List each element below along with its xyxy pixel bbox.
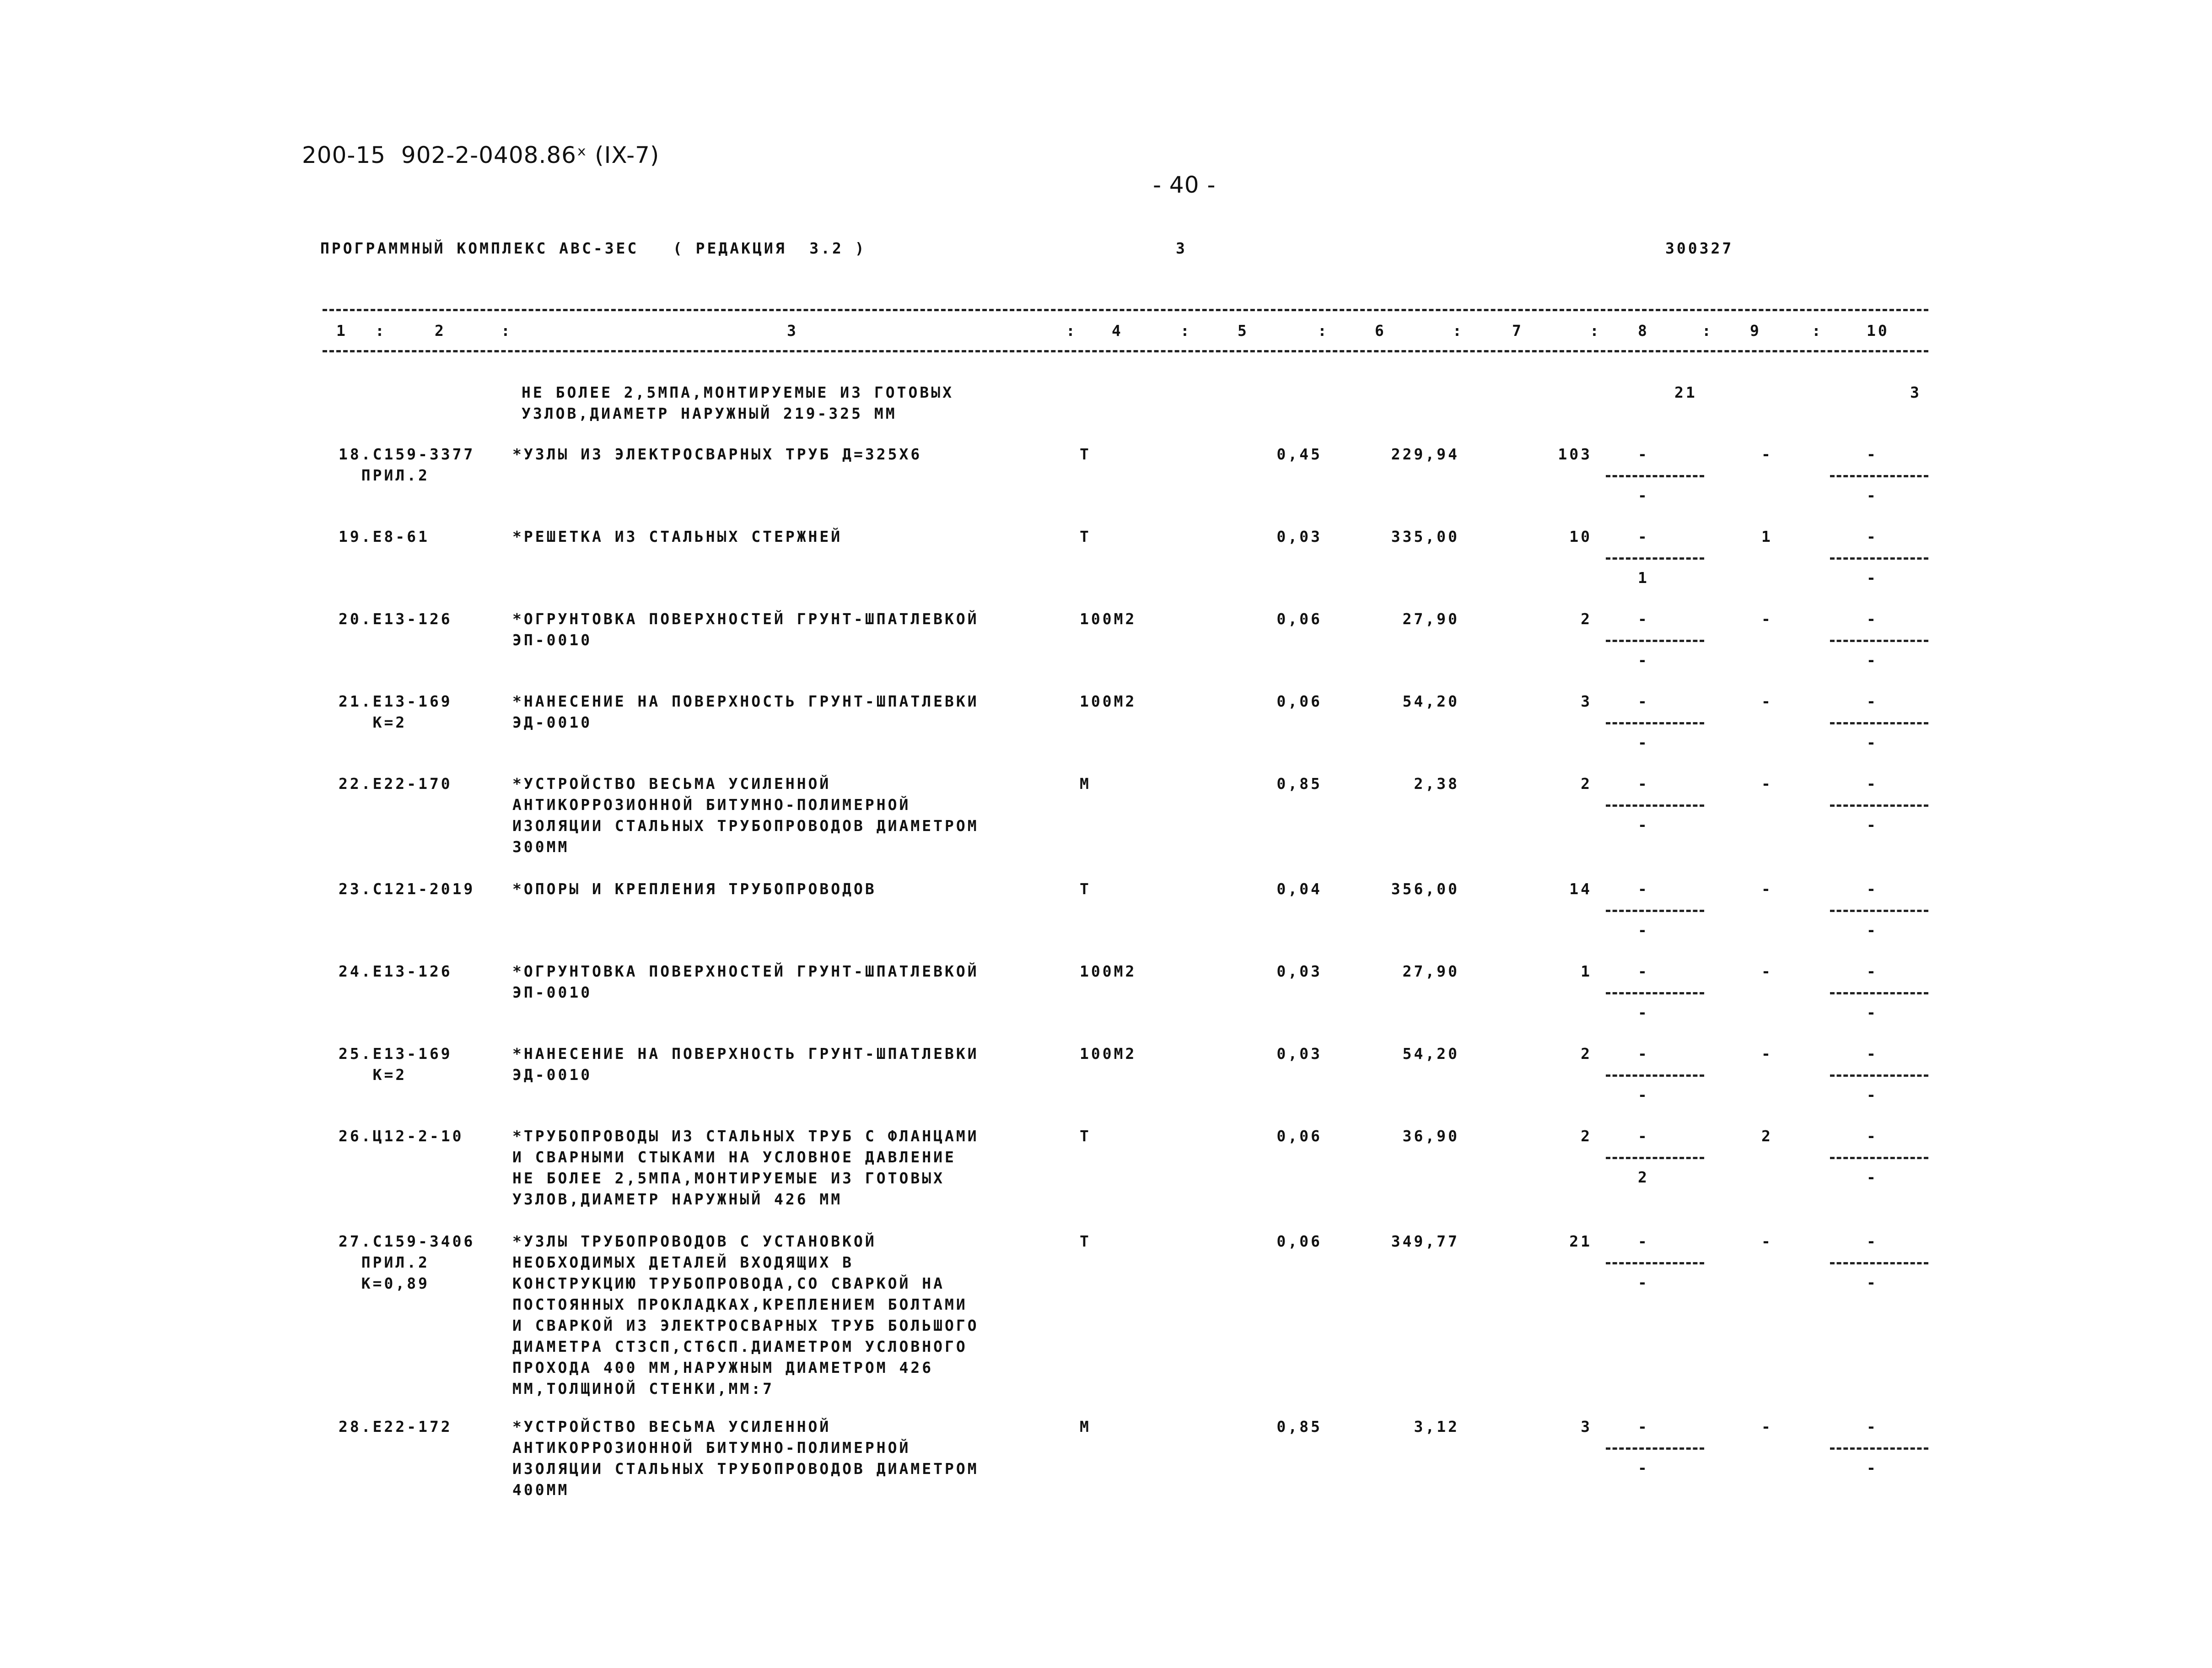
col10-fraction-line <box>1830 1262 1928 1264</box>
col10-bottom: - <box>1867 734 1878 751</box>
item-code: 23.С121-2019 <box>339 880 475 898</box>
col9-value: - <box>1761 692 1773 710</box>
column-separator: : <box>1812 322 1823 340</box>
col8-fraction-line <box>1606 804 1704 807</box>
col9-value: - <box>1761 775 1773 793</box>
col8-fraction-line <box>1606 557 1704 560</box>
item-quantity: 0,06 <box>1276 610 1322 628</box>
column-header: 2 <box>435 322 446 340</box>
col10-fraction-line <box>1830 1157 1928 1159</box>
col8-top: - <box>1638 1045 1649 1063</box>
item-quantity: 0,06 <box>1276 1127 1322 1145</box>
column-separator: : <box>1066 322 1077 340</box>
item-total: 14 <box>1569 880 1592 898</box>
column-header: 7 <box>1512 322 1523 340</box>
item-description: *НАНЕСЕНИЕ НА ПОВЕРХНОСТЬ ГРУНТ-ШПАТЛЕВКИ ЭД-0010 <box>512 1045 979 1084</box>
col8-fraction-line <box>1606 910 1704 912</box>
item-price: 349,77 <box>1391 1232 1459 1250</box>
column-separator: : <box>1453 322 1464 340</box>
continuation-col10: 3 <box>1910 383 1921 401</box>
col8-fraction-line <box>1606 992 1704 994</box>
column-separator: : <box>375 322 387 340</box>
item-quantity: 0,03 <box>1276 962 1322 980</box>
item-unit: 100М2 <box>1080 692 1137 710</box>
col10-top: - <box>1867 962 1878 980</box>
item-total: 21 <box>1569 1232 1592 1250</box>
col10-bottom: - <box>1867 816 1878 834</box>
col8-top: - <box>1638 692 1649 710</box>
item-description: *НАНЕСЕНИЕ НА ПОВЕРХНОСТЬ ГРУНТ-ШПАТЛЕВКИ ЭД-0010 <box>512 692 979 731</box>
column-header: 9 <box>1750 322 1761 340</box>
column-separator: : <box>1702 322 1713 340</box>
col10-fraction-line <box>1830 1074 1928 1077</box>
item-code: 20.Е13-126 <box>339 610 452 628</box>
column-header: 6 <box>1375 322 1386 340</box>
col9-value: - <box>1761 962 1773 980</box>
col10-top: - <box>1867 610 1878 628</box>
col9-value: - <box>1761 880 1773 898</box>
item-unit: М <box>1080 1418 1091 1436</box>
item-quantity: 0,03 <box>1276 528 1322 545</box>
header-rule-top <box>323 309 1928 311</box>
item-price: 356,00 <box>1391 880 1459 898</box>
col10-bottom: - <box>1867 1168 1878 1186</box>
item-price: 36,90 <box>1402 1127 1459 1145</box>
column-separator: : <box>1180 322 1192 340</box>
col8-top: - <box>1638 528 1649 545</box>
item-price: 27,90 <box>1402 962 1459 980</box>
column-header: 5 <box>1238 322 1249 340</box>
col8-bottom: 2 <box>1638 1168 1649 1186</box>
item-total: 1 <box>1581 962 1592 980</box>
program-section: 3 <box>1176 239 1187 257</box>
item-quantity: 0,85 <box>1276 775 1322 793</box>
item-description: *РЕШЕТКА ИЗ СТАЛЬНЫХ СТЕРЖНЕЙ <box>512 528 843 545</box>
col8-fraction-line <box>1606 1447 1704 1450</box>
item-quantity: 0,45 <box>1276 445 1322 463</box>
item-total: 10 <box>1569 528 1592 545</box>
item-unit: Т <box>1080 1232 1091 1250</box>
col8-fraction-line <box>1606 1157 1704 1159</box>
col8-fraction-line <box>1606 1262 1704 1264</box>
program-code: 300327 <box>1665 239 1734 257</box>
item-code: 24.Е13-126 <box>339 962 452 980</box>
item-price: 335,00 <box>1391 528 1459 545</box>
item-code: 21.Е13-169 К=2 <box>339 692 452 731</box>
col8-bottom: - <box>1638 1274 1649 1291</box>
col9-value: - <box>1761 1232 1773 1250</box>
item-price: 2,38 <box>1414 775 1459 793</box>
continuation-col8: 21 <box>1674 383 1697 401</box>
item-total: 2 <box>1581 1045 1592 1063</box>
col8-top: - <box>1638 880 1649 898</box>
item-total: 2 <box>1581 1127 1592 1145</box>
item-quantity: 0,06 <box>1276 692 1322 710</box>
col8-top: - <box>1638 1418 1649 1436</box>
item-total: 2 <box>1581 610 1592 628</box>
col10-bottom: - <box>1867 921 1878 939</box>
column-separator: : <box>501 322 512 340</box>
item-total: 3 <box>1581 1418 1592 1436</box>
item-unit: М <box>1080 775 1091 793</box>
col9-value: - <box>1761 445 1773 463</box>
item-code: 22.Е22-170 <box>339 775 452 793</box>
col10-fraction-line <box>1830 475 1928 477</box>
col8-bottom: - <box>1638 921 1649 939</box>
col8-fraction-line <box>1606 1074 1704 1077</box>
col10-top: - <box>1867 1232 1878 1250</box>
item-description: *ОГРУНТОВКА ПОВЕРХНОСТЕЙ ГРУНТ-ШПАТЛЕВКОЙ ЭП-0010 <box>512 610 979 649</box>
item-price: 229,94 <box>1391 445 1459 463</box>
col10-top: - <box>1867 1045 1878 1063</box>
col9-value: - <box>1761 610 1773 628</box>
item-quantity: 0,03 <box>1276 1045 1322 1063</box>
col8-bottom: - <box>1638 651 1649 669</box>
col10-top: - <box>1867 445 1878 463</box>
item-unit: Т <box>1080 445 1091 463</box>
col8-bottom: - <box>1638 1086 1649 1104</box>
col8-bottom: - <box>1638 486 1649 504</box>
col8-bottom: - <box>1638 1004 1649 1021</box>
col9-value: 2 <box>1761 1127 1773 1145</box>
col10-top: - <box>1867 775 1878 793</box>
col10-bottom: - <box>1867 486 1878 504</box>
item-quantity: 0,04 <box>1276 880 1322 898</box>
col8-bottom: - <box>1638 1459 1649 1477</box>
program-title: ПРОГРАММНЫЙ КОМПЛЕКС АВС-3ЕС ( РЕДАКЦИЯ 3.2 ) <box>320 239 867 257</box>
column-header: 3 <box>787 322 798 340</box>
column-header: 8 <box>1638 322 1649 340</box>
item-price: 27,90 <box>1402 610 1459 628</box>
col8-bottom: 1 <box>1638 569 1649 587</box>
item-price: 3,12 <box>1414 1418 1459 1436</box>
col8-top: - <box>1638 1232 1649 1250</box>
item-unit: 100М2 <box>1080 610 1137 628</box>
item-total: 2 <box>1581 775 1592 793</box>
item-price: 54,20 <box>1402 692 1459 710</box>
col8-top: - <box>1638 445 1649 463</box>
col9-value: - <box>1761 1045 1773 1063</box>
item-quantity: 0,85 <box>1276 1418 1322 1436</box>
item-unit: Т <box>1080 1127 1091 1145</box>
item-unit: 100М2 <box>1080 962 1137 980</box>
col9-value: 1 <box>1761 528 1773 545</box>
document-stamp: 200-15 902-2-0408.86ˣ (IX-7) <box>302 142 660 168</box>
column-separator: : <box>1590 322 1601 340</box>
item-unit: Т <box>1080 528 1091 545</box>
col8-top: - <box>1638 1127 1649 1145</box>
col8-fraction-line <box>1606 640 1704 642</box>
col8-bottom: - <box>1638 816 1649 834</box>
col10-fraction-line <box>1830 1447 1928 1450</box>
col10-bottom: - <box>1867 1086 1878 1104</box>
item-code: 27.С159-3406 ПРИЛ.2 К=0,89 <box>339 1232 475 1292</box>
continuation-description: НЕ БОЛЕЕ 2,5МПА,МОНТИРУЕМЫЕ ИЗ ГОТОВЫХ УЗЛОВ,ДИАМЕТР НАРУЖНЫЙ 219-325 ММ <box>522 383 954 422</box>
col10-fraction-line <box>1830 992 1928 994</box>
page-number: - 40 - <box>1153 172 1216 198</box>
item-total: 3 <box>1581 692 1592 710</box>
column-header: 1 <box>336 322 348 340</box>
item-price: 54,20 <box>1402 1045 1459 1063</box>
col8-top: - <box>1638 610 1649 628</box>
column-header: 4 <box>1112 322 1123 340</box>
item-code: 26.Ц12-2-10 <box>339 1127 464 1145</box>
col10-bottom: - <box>1867 651 1878 669</box>
col10-fraction-line <box>1830 557 1928 560</box>
col10-top: - <box>1867 1418 1878 1436</box>
col10-bottom: - <box>1867 1004 1878 1021</box>
item-unit: 100М2 <box>1080 1045 1137 1063</box>
col10-top: - <box>1867 880 1878 898</box>
col10-fraction-line <box>1830 804 1928 807</box>
col10-bottom: - <box>1867 569 1878 587</box>
item-description: *УЗЛЫ ИЗ ЭЛЕКТРОСВАРНЫХ ТРУБ Д=325Х6 <box>512 445 922 463</box>
item-code: 25.Е13-169 К=2 <box>339 1045 452 1084</box>
item-code: 18.С159-3377 ПРИЛ.2 <box>339 445 475 484</box>
col10-top: - <box>1867 692 1878 710</box>
column-separator: : <box>1318 322 1329 340</box>
column-header: 10 <box>1867 322 1889 340</box>
item-description: *УСТРОЙСТВО ВЕСЬМА УСИЛЕННОЙ АНТИКОРРОЗИОННОЙ БИТУМНО-ПОЛИМЕРНОЙ ИЗОЛЯЦИИ СТАЛЬНЫХ ТРУБОПРОВОДОВ ДИАМЕТРОМ 400ММ <box>512 1418 979 1499</box>
col10-bottom: - <box>1867 1459 1878 1477</box>
col10-bottom: - <box>1867 1274 1878 1291</box>
item-total: 103 <box>1558 445 1592 463</box>
item-unit: Т <box>1080 880 1091 898</box>
item-quantity: 0,06 <box>1276 1232 1322 1250</box>
col8-fraction-line <box>1606 475 1704 477</box>
col8-fraction-line <box>1606 722 1704 724</box>
col10-fraction-line <box>1830 640 1928 642</box>
item-code: 28.Е22-172 <box>339 1418 452 1436</box>
header-rule-bottom <box>323 350 1928 352</box>
item-description: *ОГРУНТОВКА ПОВЕРХНОСТЕЙ ГРУНТ-ШПАТЛЕВКОЙ ЭП-0010 <box>512 962 979 1001</box>
col9-value: - <box>1761 1418 1773 1436</box>
col8-top: - <box>1638 962 1649 980</box>
col10-fraction-line <box>1830 722 1928 724</box>
item-description: *УЗЛЫ ТРУБОПРОВОДОВ С УСТАНОВКОЙ НЕОБХОДИМЫХ ДЕТАЛЕЙ ВХОДЯЩИХ В КОНСТРУКЦИЮ ТРУБОПРОВОДА,СО СВАРКОЙ НА ПОСТОЯННЫХ ПРОКЛАДКАХ,КРЕПЛЕНИЕМ БОЛТАМИ И СВАРКОЙ ИЗ ЭЛЕКТРОСВАРНЫХ ТРУБ БОЛЬШОГО ДИАМЕТРА СТ3СП,СТ6СП.ДИАМЕТРОМ УСЛОВНОГО ПРОХОДА 400 ММ,НАРУЖНЫМ ДИАМЕТРОМ 426 ММ,ТОЛЩИНОЙ СТЕНКИ,ММ:7 <box>512 1232 979 1398</box>
col10-fraction-line <box>1830 910 1928 912</box>
col10-top: - <box>1867 1127 1878 1145</box>
col10-top: - <box>1867 528 1878 545</box>
col8-bottom: - <box>1638 734 1649 751</box>
item-description: *ТРУБОПРОВОДЫ ИЗ СТАЛЬНЫХ ТРУБ С ФЛАНЦАМИ И СВАРНЫМИ СТЫКАМИ НА УСЛОВНОЕ ДАВЛЕНИЕ НЕ БОЛЕЕ 2,5МПА,МОНТИРУЕМЫЕ ИЗ ГОТОВЫХ УЗЛОВ,ДИАМЕТР НАРУЖНЫЙ 426 ММ <box>512 1127 979 1208</box>
item-description: *УСТРОЙСТВО ВЕСЬМА УСИЛЕННОЙ АНТИКОРРОЗИОННОЙ БИТУМНО-ПОЛИМЕРНОЙ ИЗОЛЯЦИИ СТАЛЬНЫХ ТРУБОПРОВОДОВ ДИАМЕТРОМ 300ММ <box>512 775 979 856</box>
item-description: *ОПОРЫ И КРЕПЛЕНИЯ ТРУБОПРОВОДОВ <box>512 880 877 898</box>
item-code: 19.Е8-61 <box>339 528 430 545</box>
col8-top: - <box>1638 775 1649 793</box>
